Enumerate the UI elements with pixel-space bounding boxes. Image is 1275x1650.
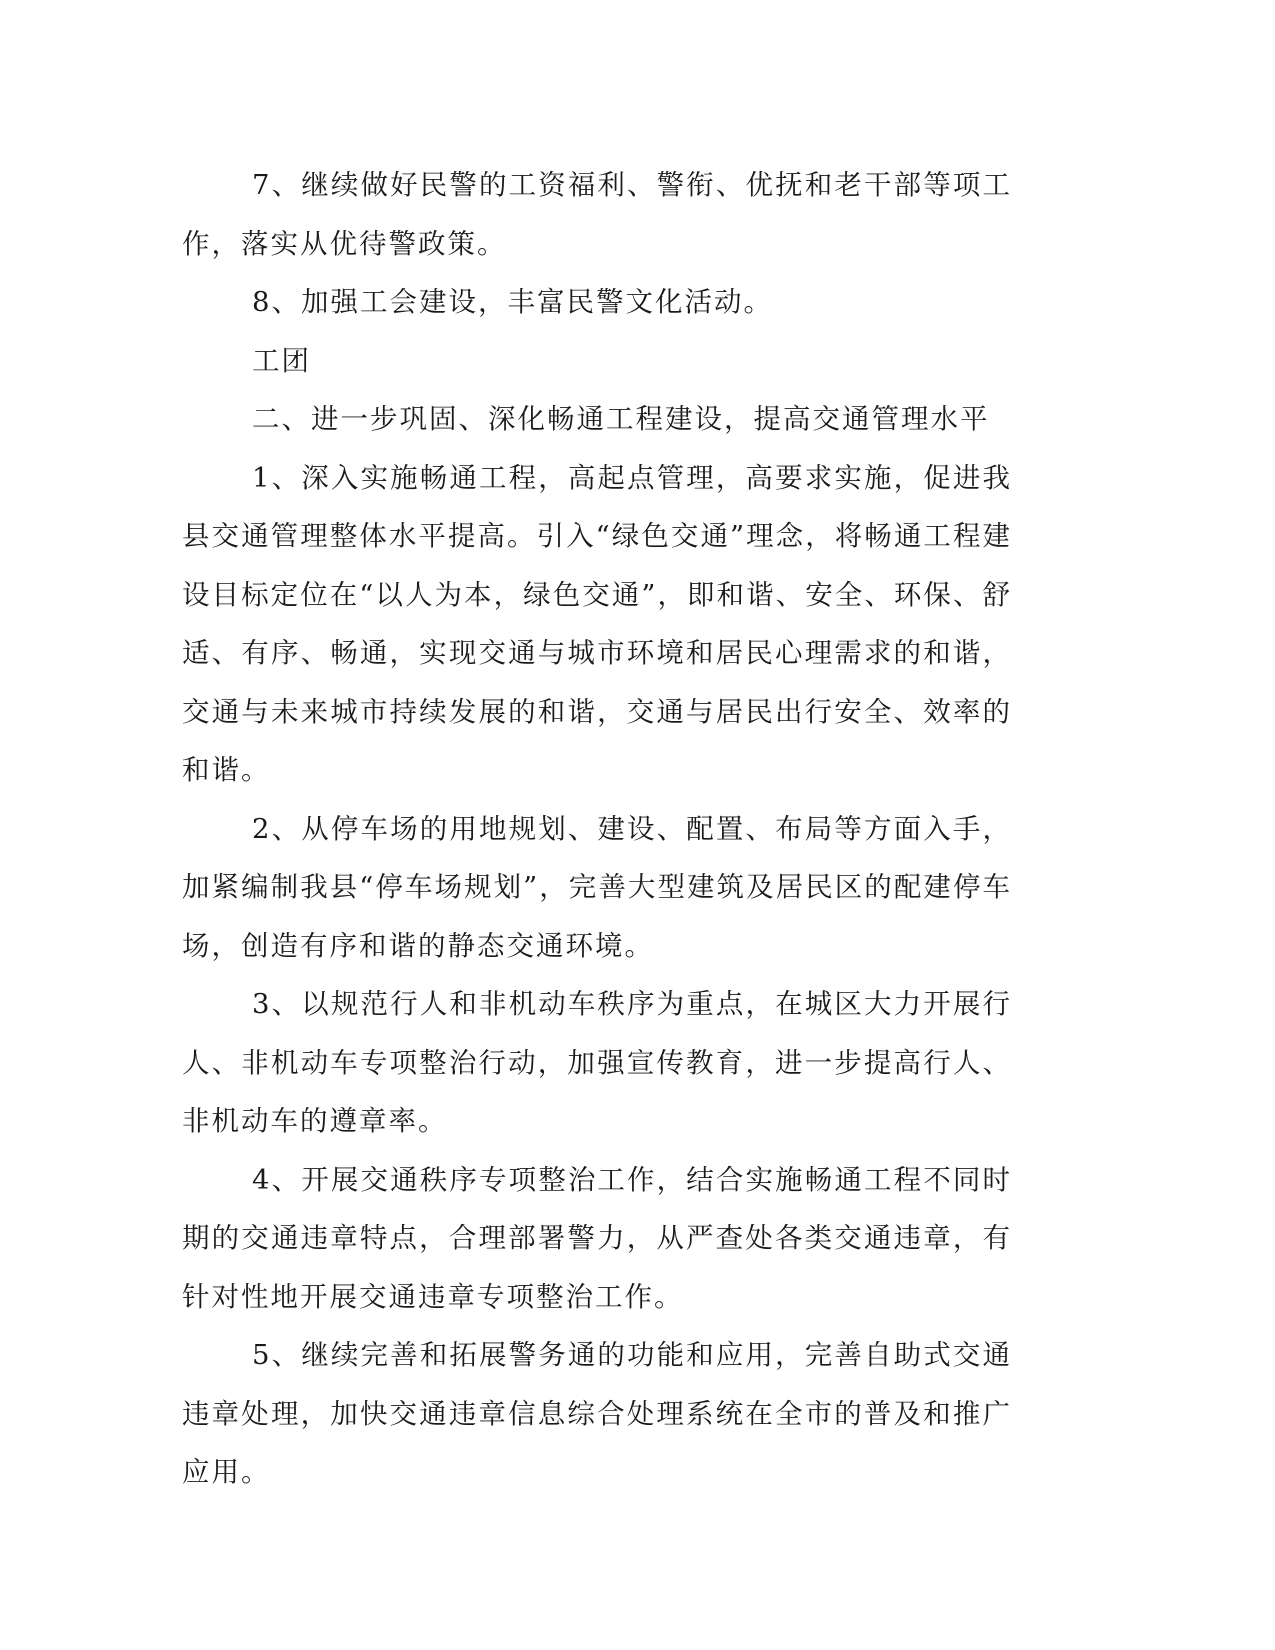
paragraph-item-7: 7、继续做好民警的工资福利、警衔、优抚和老干部等项工作，落实从优待警政策。 — [182, 169, 1012, 260]
paragraph-item-3: 3、以规范行人和非机动车秩序为重点，在城区大力开展行人、非机动车专项整治行动，加强宣传教育，进一步提高行人、非机动车的遵章率。 — [182, 988, 1012, 1137]
section-heading-2: 二、进一步巩固、深化畅通工程建设，提高交通管理水平 — [252, 403, 990, 435]
paragraph-item-2: 2、从停车场的用地规划、建设、配置、布局等方面入手，加紧编制我县“停车场规划”，完善大型建筑及居民区的配建停车场，创造有序和谐的静态交通环境。 — [182, 812, 1012, 962]
paragraph-item-8: 8、加强工会建设，丰富民警文化活动。 — [252, 286, 773, 318]
paragraph-section-label: 工团 — [252, 344, 311, 377]
paragraph-item-4: 4、开展交通秩序专项整治工作，结合实施畅通工程不同时期的交通违章特点，合理部署警力，从严查处各类交通违章，有针对性地开展交通违章专项整治工作。 — [182, 1163, 1012, 1313]
paragraph-item-5: 5、继续完善和拓展警务通的功能和应用，完善自助式交通违章处理，加快交通违章信息综合处理系统在全市的普及和推广应用。 — [182, 1339, 1012, 1488]
paragraph-item-1: 1、深入实施畅通工程，高起点管理，高要求实施，促进我县交通管理整体水平提高。引入“绿色交通”理念，将畅通工程建设目标定位在“以人为本，绿色交通”，即和谐、安全、环保、舒适、有序、畅通，实现交通与城市环境和居民心理需求的和谐，交通与未来城市持续发展的和谐，交通与居民出行安全、效率的和谐。 — [182, 461, 1012, 786]
document-body — [182, 156, 1012, 1502]
